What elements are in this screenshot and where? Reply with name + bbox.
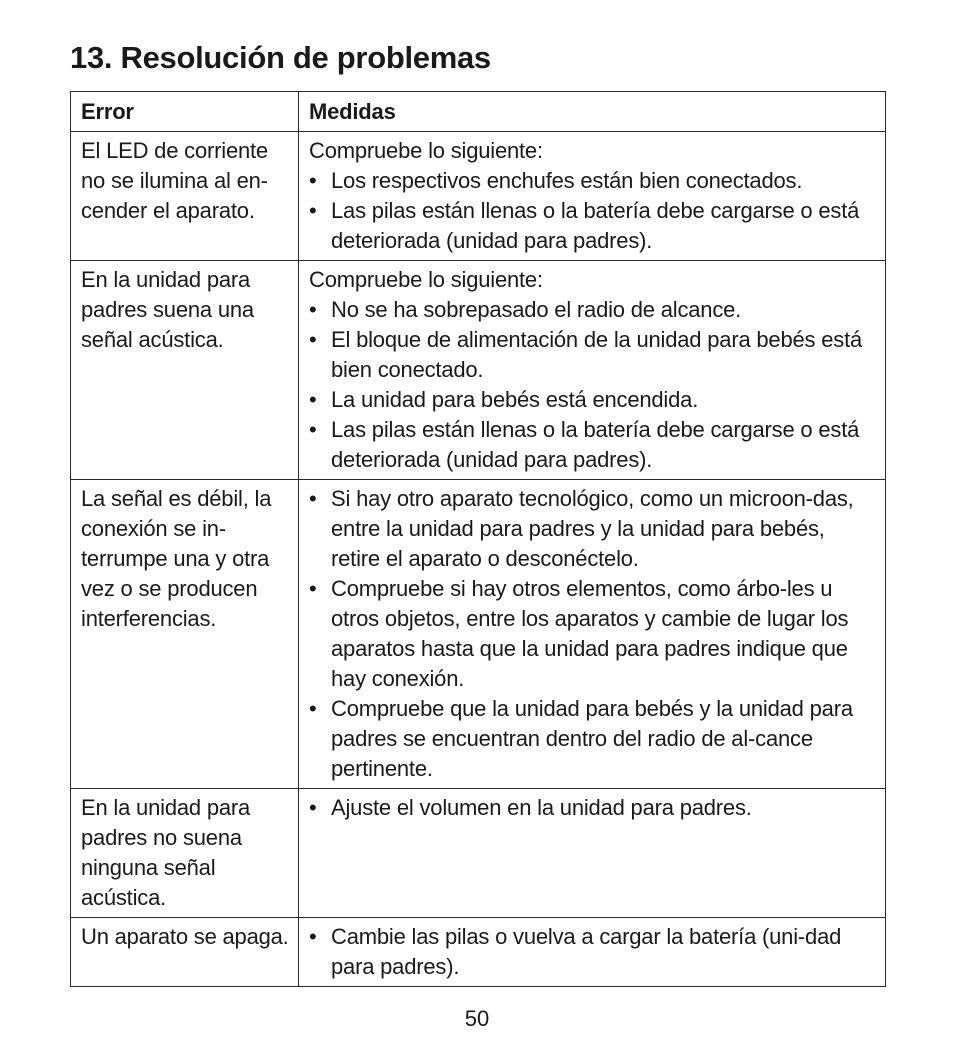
measures-intro: Compruebe lo siguiente: — [309, 138, 543, 163]
measures-cell — [299, 132, 886, 261]
error-cell: El LED de corriente no se ilumina al en-cender el aparato. — [71, 132, 299, 261]
table-row — [71, 480, 886, 789]
error-cell: En la unidad para padres no suena ninguna señal acústica. — [71, 789, 299, 918]
list-item: • Compruebe que la unidad para bebés y la unidad para padres se encuentran dentro del radio de al-cance pertinente. — [309, 694, 877, 784]
error-cell: Un aparato se apaga. — [71, 918, 299, 987]
table-row — [71, 789, 886, 918]
table-row — [71, 261, 886, 480]
table-row — [71, 132, 886, 261]
column-header-error: Error — [71, 92, 299, 132]
measures-cell — [299, 480, 886, 789]
table-body — [71, 132, 886, 987]
list-item: • El bloque de alimentación de la unidad para bebés está bien conectado. — [309, 325, 877, 385]
list-item: • No se ha sobrepasado el radio de alcance. — [309, 295, 877, 325]
list-item: • Las pilas están llenas o la batería debe cargarse o está deteriorada (unidad para padres). — [309, 415, 877, 475]
measures-list — [309, 922, 877, 982]
list-item: • Los respectivos enchufes están bien conectados. — [309, 166, 877, 196]
measures-cell — [299, 918, 886, 987]
error-cell: En la unidad para padres suena una señal acústica. — [71, 261, 299, 480]
measures-cell — [299, 261, 886, 480]
column-header-measures: Medidas — [299, 92, 886, 132]
measures-list — [309, 166, 877, 256]
list-item: • Compruebe si hay otros elementos, como árbo-les u otros objetos, entre los aparatos y cambie de lugar los aparatos hasta que la unidad para padres indique que hay conexión. — [309, 574, 877, 694]
measures-intro: Compruebe lo siguiente: — [309, 267, 543, 292]
measures-list — [309, 793, 877, 823]
list-item: • Ajuste el volumen en la unidad para padres. — [309, 793, 877, 823]
table-row — [71, 918, 886, 987]
list-item: • Si hay otro aparato tecnológico, como un microon-das, entre la unidad para padres y la unidad para bebés, retire el aparato o desconéctelo. — [309, 484, 877, 574]
list-item: • La unidad para bebés está encendida. — [309, 385, 877, 415]
error-cell: La señal es débil, la conexión se in-terrumpe una y otra vez o se producen interferencias. — [71, 480, 299, 789]
measures-list — [309, 295, 877, 475]
list-item: • Cambie las pilas o vuelva a cargar la batería (uni-dad para padres). — [309, 922, 877, 982]
page-title: 13. Resolución de problemas — [70, 40, 491, 75]
measures-list — [309, 484, 877, 784]
troubleshooting-table — [70, 91, 886, 987]
page-number: 50 — [464, 1006, 490, 1031]
measures-cell — [299, 789, 886, 918]
list-item: • Las pilas están llenas o la batería debe cargarse o está deteriorada (unidad para padres). — [309, 196, 877, 256]
table-header-row — [71, 92, 886, 132]
